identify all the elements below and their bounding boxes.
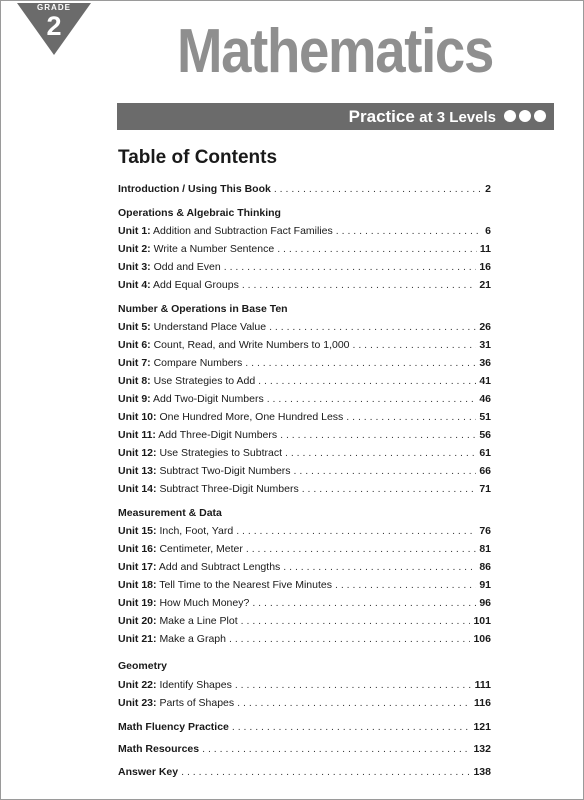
dot-leader: [181, 763, 470, 781]
dot-leader: [294, 462, 477, 480]
unit-title: Add and Subtract Lengths: [158, 561, 281, 573]
toc-page-number: 21: [479, 279, 491, 291]
subtitle-main: Practice: [348, 107, 415, 126]
unit-title: How Much Money?: [159, 597, 250, 609]
toc-page-number: 16: [479, 261, 491, 273]
toc-page-number: 71: [479, 483, 491, 495]
toc-heading: Table of Contents: [118, 147, 278, 168]
toc-page-number: 61: [479, 447, 491, 459]
toc-entry-unit-9: [118, 390, 491, 408]
toc-entry-unit-5: [118, 318, 491, 336]
toc-page-number: 2: [485, 183, 491, 195]
toc-entry-unit-22: [118, 676, 491, 694]
toc-page-number: 132: [473, 743, 491, 755]
toc-entry-unit-19: [118, 594, 491, 612]
unit-number: Unit 6:: [118, 339, 151, 351]
dot-leader: [302, 480, 477, 498]
unit-number: Unit 5:: [118, 321, 151, 333]
dot-leader: [269, 318, 476, 336]
dot-leader: [277, 240, 477, 258]
unit-title: Compare Numbers: [153, 357, 243, 369]
toc-page-number: 138: [473, 766, 491, 778]
unit-number: Unit 12:: [118, 447, 157, 459]
toc-entry-unit-15: [118, 522, 491, 540]
toc-page-number: 11: [479, 243, 491, 255]
toc-entry-answer-key: [118, 763, 491, 781]
unit-title: Add Two-Digit Numbers: [153, 393, 264, 405]
subtitle-bar: [117, 103, 554, 130]
toc-page-number: 66: [479, 465, 491, 477]
toc-page-number: 101: [473, 615, 491, 627]
unit-title: Use Strategies to Subtract: [159, 447, 282, 459]
unit-title: Odd and Even: [153, 261, 221, 273]
toc-entry-label: Math Fluency Practice: [118, 721, 229, 733]
unit-title: Count, Read, and Write Numbers to 1,000: [153, 339, 350, 351]
unit-number: Unit 3:: [118, 261, 151, 273]
unit-title: One Hundred More, One Hundred Less: [159, 411, 344, 423]
subtitle: [349, 103, 496, 131]
unit-title: Add Equal Groups: [153, 279, 239, 291]
dot-leader: [280, 426, 476, 444]
toc-entry-unit-8: [118, 372, 491, 390]
dot-leader: [235, 676, 472, 694]
toc-entry-unit-6: [118, 336, 491, 354]
dot-leader: [232, 718, 471, 736]
dot-leader: [202, 740, 470, 758]
toc-entry-unit-13: [118, 462, 491, 480]
toc-entry-unit-11: [118, 426, 491, 444]
unit-number: Unit 7:: [118, 357, 151, 369]
toc-page-number: 116: [474, 697, 491, 709]
toc-entry-unit-2: [118, 240, 491, 258]
unit-title: Parts of Shapes: [159, 697, 235, 709]
unit-number: Unit 23:: [118, 697, 157, 709]
toc-page-number: 96: [479, 597, 491, 609]
toc-page-number: 26: [479, 321, 491, 333]
dot-leader: [237, 694, 471, 712]
section-heading: Number & Operations in Base Ten: [118, 303, 288, 315]
dot-leader: [285, 444, 476, 462]
grade-number: 2: [46, 11, 62, 41]
toc-entry-intro: [118, 180, 491, 198]
toc-entry-unit-20: [118, 612, 491, 630]
dot-leader: [252, 594, 476, 612]
dot-leader: [274, 180, 482, 198]
unit-number: Unit 17:: [118, 561, 157, 573]
toc-entry-unit-16: [118, 540, 491, 558]
unit-number: Unit 11:: [118, 429, 156, 441]
toc-page-number: 46: [479, 393, 491, 405]
grade-word: GRADE: [37, 3, 71, 12]
unit-title: Tell Time to the Nearest Five Minutes: [159, 579, 332, 591]
unit-number: Unit 10:: [118, 411, 157, 423]
unit-number: Unit 20:: [118, 615, 157, 627]
dot-leader: [283, 558, 476, 576]
unit-title: Make a Line Plot: [159, 615, 238, 627]
toc-entry-unit-14: [118, 480, 491, 498]
toc-entry-unit-23: [118, 694, 491, 712]
unit-number: Unit 21:: [118, 633, 157, 645]
toc-page-number: 106: [473, 633, 491, 645]
dot-leader: [346, 408, 476, 426]
unit-title: Understand Place Value: [153, 321, 267, 333]
unit-title: Subtract Three-Digit Numbers: [159, 483, 299, 495]
toc-page-number: 111: [474, 679, 491, 691]
unit-number: Unit 14:: [118, 483, 157, 495]
unit-title: Use Strategies to Add: [153, 375, 256, 387]
toc-page-number: 86: [479, 561, 491, 573]
unit-number: Unit 9:: [118, 393, 151, 405]
unit-number: Unit 18:: [118, 579, 157, 591]
dot-leader: [241, 612, 471, 630]
toc-entry-label: Answer Key: [118, 766, 179, 778]
level-dots-icon: [504, 110, 546, 123]
dot-leader: [236, 522, 476, 540]
unit-number: Unit 22:: [118, 679, 157, 691]
toc-entry-unit-3: [118, 258, 491, 276]
unit-number: Unit 4:: [118, 279, 151, 291]
toc-entry-unit-17: [118, 558, 491, 576]
unit-title: Addition and Subtraction Fact Families: [153, 225, 333, 237]
dot-leader: [242, 276, 476, 294]
toc-page-number: 121: [473, 721, 491, 733]
unit-number: Unit 1:: [118, 225, 151, 237]
toc-entry-unit-18: [118, 576, 491, 594]
toc-entry-fluency: [118, 718, 491, 736]
toc-entry-unit-12: [118, 444, 491, 462]
unit-title: Add Three-Digit Numbers: [158, 429, 278, 441]
dot-icon: [504, 110, 516, 122]
unit-title: Inch, Foot, Yard: [159, 525, 234, 537]
toc-page-number: 51: [479, 411, 491, 423]
unit-title: Subtract Two-Digit Numbers: [159, 465, 291, 477]
dot-leader: [336, 222, 482, 240]
toc-entry-label: Introduction / Using This Book: [118, 183, 271, 195]
unit-number: Unit 15:: [118, 525, 157, 537]
dot-leader: [246, 540, 476, 558]
unit-number: Unit 2:: [118, 243, 151, 255]
toc-page-number: 76: [479, 525, 491, 537]
dot-leader: [267, 390, 477, 408]
toc-entry-label: Math Resources: [118, 743, 200, 755]
section-heading: Operations & Algebraic Thinking: [118, 207, 281, 219]
toc-page-number: 56: [479, 429, 491, 441]
dot-leader: [258, 372, 476, 390]
dot-leader: [245, 354, 476, 372]
toc-page-number: 6: [485, 225, 491, 237]
toc-page-number: 36: [479, 357, 491, 369]
toc-entry-resources: [118, 740, 491, 758]
dot-icon: [534, 110, 546, 122]
dot-leader: [229, 630, 470, 648]
section-heading: Geometry: [118, 660, 168, 672]
toc-entry-unit-4: [118, 276, 491, 294]
unit-number: Unit 13:: [118, 465, 157, 477]
toc-page-number: 81: [479, 543, 491, 555]
toc-entry-unit-10: [118, 408, 491, 426]
unit-title: Identify Shapes: [159, 679, 232, 691]
toc-page-number: 31: [479, 339, 491, 351]
dot-leader: [335, 576, 476, 594]
toc-page-number: 41: [479, 375, 491, 387]
dot-icon: [519, 110, 531, 122]
unit-title: Centimeter, Meter: [159, 543, 243, 555]
toc-page-number: 91: [479, 579, 491, 591]
book-title: Mathematics: [177, 17, 493, 86]
dot-leader: [353, 336, 477, 354]
toc-entry-unit-21: [118, 630, 491, 648]
subtitle-rest: at 3 Levels: [419, 109, 496, 126]
grade-badge: [17, 3, 91, 55]
toc-entry-unit-1: [118, 222, 491, 240]
unit-number: Unit 16:: [118, 543, 157, 555]
unit-title: Make a Graph: [159, 633, 226, 645]
toc-entry-unit-7: [118, 354, 491, 372]
unit-number: Unit 8:: [118, 375, 151, 387]
unit-title: Write a Number Sentence: [153, 243, 275, 255]
dot-leader: [224, 258, 477, 276]
section-heading: Measurement & Data: [118, 507, 222, 519]
unit-number: Unit 19:: [118, 597, 157, 609]
